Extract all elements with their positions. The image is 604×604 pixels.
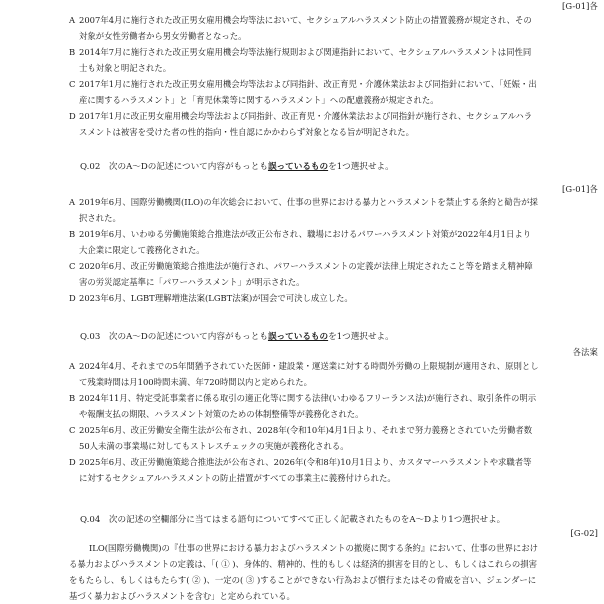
q2-option-a [69,194,539,226]
option-key: B [69,47,76,57]
q2-prompt [80,160,394,172]
q2-prompt-highlight: 誤っているもの [267,162,329,172]
option-text: 2017年1月に施行された改正男女雇用機会均等法および同指針、改正育児・介護休業法および同指針において、「妊娠・出産に関するハラスメント」と「育児休業等に関するハラスメント」への配慮義務が規定された。 [79,79,537,105]
q2-option-c [69,258,539,290]
option-key: A [69,15,76,25]
option-text: 2024年11月、特定受託事業者に係る取引の適正化等に関する法律(いわゆるフリーランス法)が施行され、取引条件の明示や報酬支払の期限、ハラスメント対策のための体制整備等が義務化された。 [79,393,537,419]
q3-number: Q.03 [80,332,101,342]
q1-tag: [G-01]各 [562,1,598,11]
option-text: 2020年6月、改正労働施策総合推進法が施行され、パワーハラスメントの定義が法律上規定されたこと等を踏まえ精神障害の労災認定基準に「パワーハラスメント」が明示された。 [79,261,533,287]
option-key: C [69,261,76,271]
option-text: 2007年4月に施行された改正男女雇用機会均等法において、セクシュアルハラスメント防止の措置義務が規定され、その対象が女性労働者から男女労働者となった。 [79,15,532,41]
q2-number: Q.02 [80,162,101,172]
option-text: 2019年6月、いわゆる労働施策総合推進法が改正公布され、職場におけるパワーハラスメント対策が2022年4月1日より大企業に限定して義務化された。 [79,229,532,255]
q2-prompt-tail: を1つ選択せよ。 [328,162,394,172]
option-text: 2025年6月、改正労働施策総合推進法が公布され、2026年(令和8年)10月1日より、カスタマーハラスメントや求職者等に対するセクシュアルハラスメントの防止措置がすべての事業主に義務付けられた。 [79,457,532,483]
option-text: 2025年6月、改正労働安全衛生法が公布され、2028年(令和10年)4月1日より、それまで努力義務とされていた労働者数50人未満の事業場に対してもストレスチェックの実施が義務化される。 [79,425,533,451]
q3-option-d [69,454,539,486]
q1-option-c [69,76,539,108]
q3-option-a [69,358,539,390]
q1-option-b [69,44,539,76]
q3-tag: 各法案 [572,347,598,357]
q4-prompt-text: 次の記述の空欄部分に当てはまる語句についてすべて正しく記載されたものをA～Dより1つ選択せよ。 [108,515,506,525]
q3-option-c [69,422,539,454]
option-key: D [69,457,76,467]
option-key: A [69,197,76,207]
q1-option-a [69,12,539,44]
option-text: 2024年4月、それまでの5年間猶予されていた医師・建設業・運送業に対する時間外労働の上限規制が適用され、原則として残業時間は月100時間未満、年720時間以内と定められた。 [79,361,539,387]
option-key: A [69,361,76,371]
q1-option-d [69,108,539,140]
option-key: D [69,293,76,303]
q4-number: Q.04 [80,515,101,525]
q2-tag: [G-01]各 [562,184,598,194]
q3-prompt-highlight: 誤っているもの [267,332,329,342]
option-text: 2023年6月、LGBT理解増進法案(LGBT法案)が国会で可決し成立した。 [79,293,353,303]
q3-prompt [80,330,394,342]
option-key: B [69,229,76,239]
option-key: D [69,111,76,121]
option-text: 2017年1月に改正男女雇用機会均等法および同指針、改正育児・介護休業法および同指針が施行され、セクシュアルハラスメントは被害を受けた者の性的指向・性自認にかかわらず対象となる旨が明記された。 [79,111,533,137]
q3-option-b [69,390,539,422]
option-text: 2014年7月に施行された改正男女雇用機会均等法施行規則および関連指針において、セクシュアルハラスメントは同性同士も対象と明記された。 [79,47,532,73]
option-key: C [69,79,76,89]
option-key: B [69,393,76,403]
option-text: 2019年6月、国際労働機関(ILO)の年次総会において、仕事の世界における暴力とハラスメントを禁止する条約と勧告が採択された。 [79,197,538,223]
q4-prompt [80,513,505,525]
q3-prompt-tail: を1つ選択せよ。 [328,332,394,342]
q2-prompt-text: 次のA～Dの記述について内容がもっとも [108,162,268,172]
q2-option-d [69,290,539,306]
q2-option-b [69,226,539,258]
q3-prompt-text: 次のA～Dの記述について内容がもっとも [108,332,268,342]
q4-tag: [G-02] [570,528,598,538]
option-key: C [69,425,76,435]
q4-paragraph: ILO(国際労働機関)の『仕事の世界における暴力およびハラスメントの撤廃に関する条約』において、仕事の世界における暴力およびハラスメントの定義は、「( ① )、身体的、精神的、性的もしくは経済的損害を目的とし、もしくはこれらの損害をもたらし、もしくはもたらす( ② )、一定の( ③ )することができない行為および慣行またはその脅威を言い、ジェンダーに基づく暴力およびハラスメントを含む」と定められている。 [69,543,538,601]
